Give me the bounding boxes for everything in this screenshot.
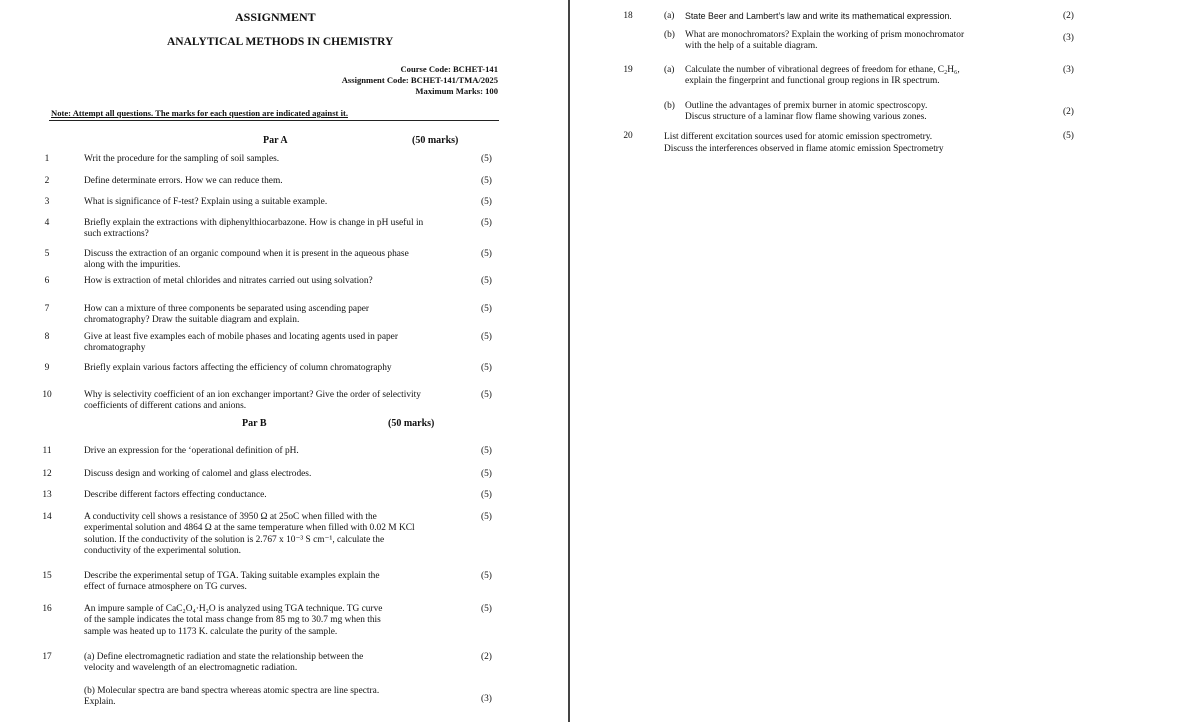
question-text: How can a mixture of three components be separated using ascending paper chromatography? Draw the suitable diagram and explain. [84,304,370,326]
question-marks: (5) [481,176,492,186]
assignment-code: Assignment Code: BCHET-141/TMA/2025 [341,75,498,85]
question-text: List different excitation sources used for atomic emission spectrometry. Discuss the interferences observed in flame atomic emission Spectrometry [664,132,944,154]
question-text: Drive an expression for the ‘operational definition of pH. [84,446,299,456]
question-text: Describe different factors effecting conductance. [84,490,267,500]
question-marks: (5) [481,363,492,373]
question-number: 2 [44,176,50,186]
question-marks: (5) [481,218,492,228]
question-marks: (2) [1063,107,1074,117]
question-number: 7 [44,304,50,314]
question-text: Discuss the extraction of an organic compound when it is present in the aqueous phase along with the impurities. [84,249,409,271]
course-code: Course Code: BCHET-141 [400,64,498,74]
subpart-label: (b) [664,101,675,111]
question-number: 13 [42,490,52,500]
subpart-label: (a) [664,11,675,21]
question-text: (a) Define electromagnetic radiation and state the relationship between the velocity and wavelength of an electromagnetic radiation. [84,652,364,674]
question-marks: (5) [481,469,492,479]
question-number: 18 [623,11,633,21]
part-b-marks: (50 marks) [388,418,435,429]
question-text: What are monochromators? Explain the working of prism monochromator with the help of a suitable diagram. [685,30,965,52]
question-number: 15 [42,571,52,581]
part-b-heading: Par B [242,418,267,429]
question-text: Writ the procedure for the sampling of soil samples. [84,154,280,164]
question-text: A conductivity cell shows a resistance of 3950 Ω at 25oC when filled with the experimental solution and 4864 Ω at the same temperature when filled with 0.02 M KCl solution. If the conductivity of the solution is 2.767 x 10⁻³ S cm⁻¹, calculate the conductivity of the experimental solution. [84,512,415,557]
question-number: 16 [42,604,52,614]
assignment-title: ASSIGNMENT [235,10,316,24]
question-text: Discuss design and working of calomel and glass electrodes. [84,469,312,479]
question-number: 4 [44,218,50,228]
question-marks: (5) [481,512,492,522]
question-number: 6 [44,276,50,286]
question-marks: (5) [481,154,492,164]
question-text: Calculate the number of vibrational degrees of freedom for ethane, C₂H₆, explain the fingerprint and functional group regions in IR spectrum. [685,65,960,87]
question-text: An impure sample of CaC₂O₄·H₂O is analyzed using TGA technique. TG curve of the sample indicates the total mass change from 85 mg to 30.7 mg when this sample was heated up to 1173 K. calculate the purity of the sample. [84,604,383,637]
question-marks: (5) [481,276,492,286]
question-marks: (2) [481,652,492,662]
question-marks: (5) [481,571,492,581]
question-number: 1 [44,154,50,164]
question-number: 10 [42,390,52,400]
question-text: Briefly explain the extractions with diphenylthiocarbazone. How is change in pH useful in such extractions? [84,218,424,240]
question-marks: (3) [1063,65,1074,75]
question-number: 3 [44,197,50,207]
question-marks: (5) [481,304,492,314]
course-title: ANALYTICAL METHODS IN CHEMISTRY [167,36,394,48]
question-number: 12 [42,469,52,479]
part-a-marks: (50 marks) [412,135,459,146]
question-marks: (5) [481,604,492,614]
question-number: 11 [42,446,52,456]
question-number: 17 [42,652,52,662]
question-text: Outline the advantages of premix burner in atomic spectroscopy. Discus structure of a laminar flow flame showing various zones. [685,101,928,123]
question-number: 8 [44,332,50,342]
part-a-heading: Par A [263,135,288,146]
question-number: 20 [623,131,633,141]
question-text: Why is selectivity coefficient of an ion exchanger important? Give the order of selectivity coefficients of different cations and anions. [84,390,421,412]
question-marks: (2) [1063,11,1074,21]
question-marks: (5) [481,390,492,400]
question-marks: (3) [481,694,492,704]
question-text: State Beer and Lambert’s law and write its mathematical expression. [685,11,952,21]
question-number: 14 [42,512,52,522]
maximum-marks: Maximum Marks: 100 [415,86,498,96]
question-number: 19 [623,65,633,75]
question-marks: (5) [481,446,492,456]
question-text: Give at least five examples each of mobile phases and locating agents used in paper chromatography [84,332,398,354]
subpart-label: (a) [664,65,675,75]
question-marks: (3) [1063,33,1074,43]
question-text: (b) Molecular spectra are band spectra whereas atomic spectra are line spectra. Explain. [84,686,380,708]
instructions-note: Note: Attempt all questions. The marks for each question are indicated against it. [51,108,348,118]
question-marks: (5) [1063,131,1074,141]
question-marks: (5) [481,249,492,259]
left-page [0,0,568,722]
question-number: 9 [44,363,50,373]
question-marks: (5) [481,332,492,342]
question-text: Describe the experimental setup of TGA. Taking suitable examples explain the effect of furnace atmosphere on TG curves. [84,571,380,593]
question-text: Briefly explain various factors affecting the efficiency of column chromatography [84,363,392,373]
subpart-label: (b) [664,30,675,40]
question-number: 5 [44,249,50,259]
question-text: How is extraction of metal chlorides and nitrates carried out using solvation? [84,276,373,286]
question-text: Define determinate errors. How we can reduce them. [84,176,283,186]
question-marks: (5) [481,197,492,207]
note-divider [49,120,499,121]
question-marks: (5) [481,490,492,500]
question-text: What is significance of F-test? Explain using a suitable example. [84,197,328,207]
